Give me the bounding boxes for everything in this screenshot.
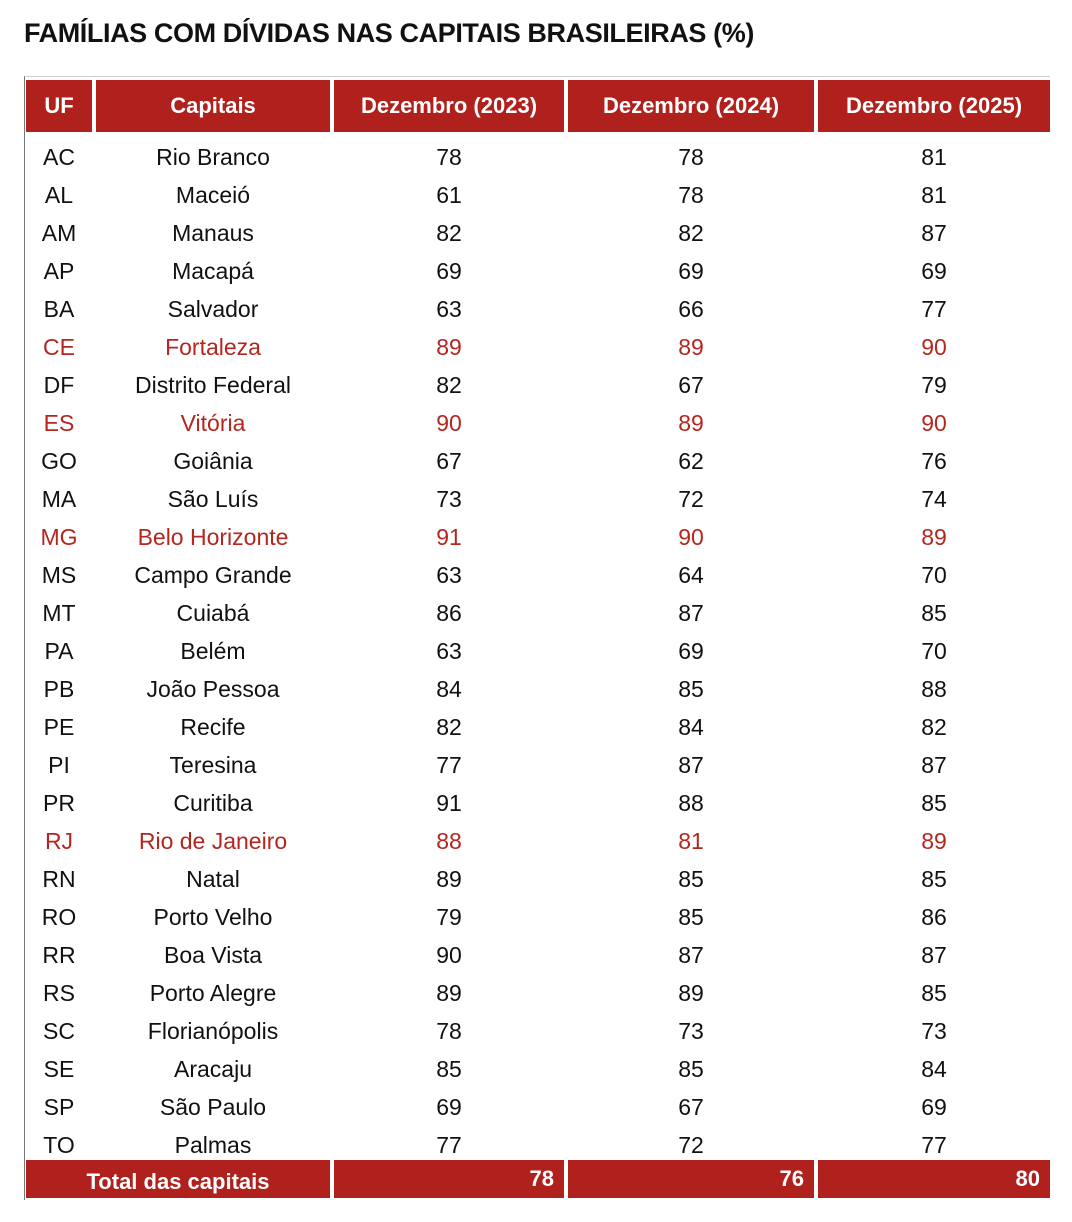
cell-dezembro-2023: 89 [436,979,462,1006]
cell-uf: SE [43,1055,75,1082]
cell-uf: MT [42,599,76,626]
cell-capital: Teresina [169,751,257,778]
cell-capital: Florianópolis [147,1017,279,1044]
cell-dezembro-2024: 78 [678,143,704,170]
cell-dezembro-2023: 69 [436,1093,462,1120]
cell-dezembro-2023: 78 [436,143,462,170]
cell-dezembro-2025: 85 [921,865,947,892]
cell-dezembro-2023: 85 [436,1055,462,1082]
table-row [26,366,1050,404]
cell-uf: AM [41,219,77,246]
table-row [26,556,1050,594]
cell-dezembro-2025: 87 [921,751,947,778]
cell-capital: Rio Branco [156,143,270,170]
cell-uf: PB [43,675,75,702]
cell-uf: GO [41,447,77,474]
cell-dezembro-2024: 85 [678,865,704,892]
cell-capital: Vitória [180,409,246,436]
cell-dezembro-2025: 87 [921,219,947,246]
cell-dezembro-2024: 87 [678,941,704,968]
cell-dezembro-2023: 61 [436,181,462,208]
table-row [26,1050,1050,1088]
cell-uf: TO [43,1131,75,1158]
cell-dezembro-2025: 85 [921,789,947,816]
cell-capital: Rio de Janeiro [138,827,288,854]
cell-dezembro-2023: 63 [436,637,462,664]
cell-uf: PA [44,637,74,664]
cell-dezembro-2024: 62 [678,447,704,474]
cell-dezembro-2023: 77 [436,1131,462,1158]
cell-dezembro-2025: 82 [921,713,947,740]
cell-capital: Maceió [175,181,251,208]
cell-dezembro-2024: 85 [678,675,704,702]
table-row [26,898,1050,936]
table-header-row [26,80,1050,132]
cell-uf: PE [43,713,75,740]
cell-capital: Boa Vista [163,941,263,968]
cell-capital: Cuiabá [176,599,250,626]
cell-capital: Manaus [172,219,254,246]
cell-dezembro-2023: 82 [436,371,462,398]
table-row [26,252,1050,290]
total-label: Total das capitais [26,1160,330,1198]
cell-capital: São Paulo [159,1093,267,1120]
cell-capital: Belém [180,637,246,664]
table-row [26,822,1050,860]
cell-capital: Recife [180,713,246,740]
cell-dezembro-2023: 91 [436,523,462,550]
table-row [26,860,1050,898]
cell-dezembro-2025: 81 [921,181,947,208]
cell-dezembro-2023: 91 [436,789,462,816]
cell-uf: RN [42,865,76,892]
cell-dezembro-2024: 81 [678,827,704,854]
cell-uf: SP [43,1093,75,1120]
cell-capital: Natal [186,865,240,892]
cell-uf: RJ [44,827,74,854]
cell-dezembro-2025: 74 [921,485,947,512]
table-row [26,594,1050,632]
cell-uf: AC [43,143,75,170]
cell-dezembro-2025: 85 [921,599,947,626]
cell-capital: Porto Velho [153,903,273,930]
cell-dezembro-2025: 73 [921,1017,947,1044]
table-row [26,670,1050,708]
cell-dezembro-2024: 84 [678,713,704,740]
cell-dezembro-2023: 73 [436,485,462,512]
table-row [26,138,1050,176]
total-row [26,1160,1050,1198]
cell-dezembro-2024: 67 [678,371,704,398]
table-row [26,480,1050,518]
cell-dezembro-2024: 89 [678,409,704,436]
total-2023: 78 [334,1160,564,1198]
table-row [26,708,1050,746]
header-dezembro-2025: Dezembro (2025) [818,80,1050,132]
table-row [26,974,1050,1012]
cell-dezembro-2023: 63 [436,295,462,322]
cell-dezembro-2023: 69 [436,257,462,284]
table-row [26,784,1050,822]
cell-dezembro-2023: 88 [436,827,462,854]
cell-dezembro-2025: 81 [921,143,947,170]
cell-dezembro-2023: 77 [436,751,462,778]
cell-dezembro-2023: 78 [436,1017,462,1044]
cell-uf: PR [43,789,75,816]
cell-dezembro-2024: 67 [678,1093,704,1120]
cell-capital: Fortaleza [165,333,261,360]
cell-dezembro-2024: 87 [678,599,704,626]
cell-dezembro-2024: 72 [678,1131,704,1158]
table-row [26,746,1050,784]
cell-dezembro-2024: 88 [678,789,704,816]
cell-dezembro-2024: 73 [678,1017,704,1044]
header-dezembro-2024: Dezembro (2024) [568,80,814,132]
cell-capital: Aracaju [174,1055,252,1082]
cell-dezembro-2023: 90 [436,941,462,968]
cell-uf: AP [43,257,75,284]
cell-capital: João Pessoa [146,675,280,702]
cell-dezembro-2025: 86 [921,903,947,930]
total-2024: 76 [568,1160,814,1198]
cell-capital: Belo Horizonte [137,523,289,550]
cell-dezembro-2023: 67 [436,447,462,474]
cell-capital: Palmas [174,1131,252,1158]
cell-dezembro-2024: 89 [678,979,704,1006]
table-body [26,138,1050,1164]
cell-dezembro-2025: 90 [921,333,947,360]
cell-uf: RO [41,903,77,930]
debt-table [26,80,1050,1194]
table-row [26,176,1050,214]
cell-dezembro-2025: 70 [921,561,947,588]
table-row [26,442,1050,480]
cell-dezembro-2023: 84 [436,675,462,702]
cell-dezembro-2024: 85 [678,1055,704,1082]
cell-capital: Macapá [172,257,254,284]
cell-uf: MS [41,561,77,588]
cell-dezembro-2025: 76 [921,447,947,474]
top-divider [26,76,1050,77]
cell-dezembro-2024: 89 [678,333,704,360]
left-divider [24,76,25,1200]
table-row [26,1088,1050,1126]
cell-dezembro-2023: 89 [436,865,462,892]
table-row [26,290,1050,328]
cell-uf: PI [48,751,70,778]
page-title: FAMÍLIAS COM DÍVIDAS NAS CAPITAIS BRASILEIRAS (%) [24,18,754,48]
cell-capital: Campo Grande [134,561,292,588]
table-row [26,1126,1050,1164]
cell-capital: São Luís [167,485,259,512]
header-uf: UF [26,80,92,132]
cell-capital: Distrito Federal [135,371,291,398]
cell-dezembro-2024: 72 [678,485,704,512]
cell-dezembro-2024: 64 [678,561,704,588]
total-2025: 80 [818,1160,1050,1198]
cell-dezembro-2023: 86 [436,599,462,626]
cell-uf: BA [43,295,75,322]
cell-dezembro-2025: 69 [921,1093,947,1120]
cell-dezembro-2024: 90 [678,523,704,550]
cell-uf: SC [43,1017,75,1044]
cell-dezembro-2025: 87 [921,941,947,968]
header-capital: Capitais [96,80,330,132]
cell-dezembro-2024: 69 [678,257,704,284]
cell-dezembro-2025: 88 [921,675,947,702]
cell-dezembro-2025: 70 [921,637,947,664]
cell-dezembro-2024: 66 [678,295,704,322]
table-row [26,518,1050,556]
cell-uf: DF [43,371,75,398]
cell-dezembro-2023: 89 [436,333,462,360]
cell-dezembro-2024: 82 [678,219,704,246]
cell-dezembro-2023: 82 [436,219,462,246]
cell-dezembro-2024: 78 [678,181,704,208]
cell-uf: MG [40,523,78,550]
cell-dezembro-2025: 77 [921,295,947,322]
cell-dezembro-2023: 90 [436,409,462,436]
cell-dezembro-2025: 85 [921,979,947,1006]
cell-capital: Salvador [167,295,259,322]
cell-dezembro-2023: 63 [436,561,462,588]
table-row [26,214,1050,252]
cell-dezembro-2023: 79 [436,903,462,930]
table-row [26,1012,1050,1050]
cell-capital: Goiânia [173,447,253,474]
cell-dezembro-2024: 87 [678,751,704,778]
cell-uf: MA [41,485,77,512]
cell-dezembro-2025: 77 [921,1131,947,1158]
header-dezembro-2023: Dezembro (2023) [334,80,564,132]
cell-uf: RR [42,941,76,968]
cell-uf: AL [44,181,74,208]
cell-uf: RS [43,979,75,1006]
cell-dezembro-2025: 90 [921,409,947,436]
table-row [26,632,1050,670]
cell-dezembro-2025: 89 [921,523,947,550]
cell-dezembro-2024: 85 [678,903,704,930]
table-row [26,328,1050,366]
cell-dezembro-2024: 69 [678,637,704,664]
cell-dezembro-2025: 69 [921,257,947,284]
cell-uf: ES [43,409,75,436]
table-row [26,936,1050,974]
table-row [26,404,1050,442]
cell-capital: Porto Alegre [149,979,277,1006]
cell-dezembro-2025: 84 [921,1055,947,1082]
cell-capital: Curitiba [173,789,253,816]
cell-dezembro-2025: 89 [921,827,947,854]
cell-dezembro-2023: 82 [436,713,462,740]
cell-dezembro-2025: 79 [921,371,947,398]
cell-uf: CE [43,333,75,360]
